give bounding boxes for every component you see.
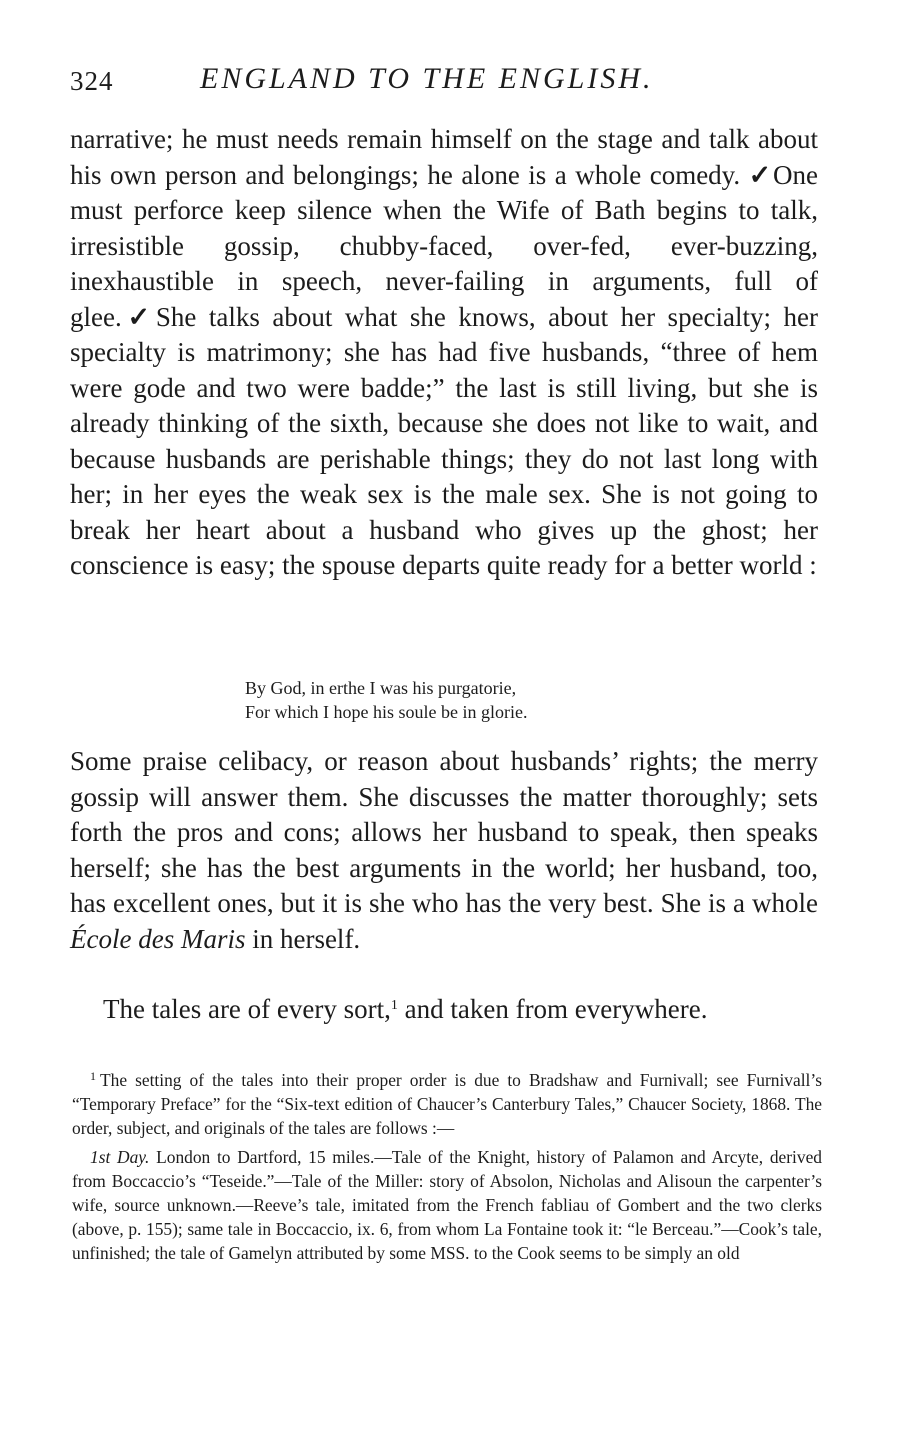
paragraph-1-text-a: narrative; he must needs remain himself on the stage and talk about his own person and belongings; he alone is a whole comedy. (70, 124, 818, 190)
paragraph-3-text-a: The tales are of every sort, (103, 994, 391, 1024)
footnote-paragraph-1 (72, 1068, 822, 1141)
footnote-reference[interactable]: 1 (390, 998, 398, 1013)
paragraph-3-text-b: and taken from everywhere. (397, 994, 708, 1024)
checkmark-icon: ✓ (748, 159, 774, 190)
footnote-text-2: London to Dartford, 15 miles.—Tale of the Knight, history of Palamon and Arcyte, derived from Boccaccio’s “Teseide.”—Tale of the Miller: story of Absolon, Nicholas and Alisoun the carpenter’s wife, source unknown.—Reeve’s tale, imitated from the French fabliau of Gombert and the two clerks (above, p. 155); same tale in Boccaccio, ix. 6, from whom La Fontaine took it: “le Berceau.”—Cook’s tale, unfinished; the tale of Gamelyn attributed by some MSS. to the Cook seems to be simply an old (72, 1146, 822, 1264)
paragraph-1-text-b: One must perforce keep silence when the Wife of Bath begins to talk, irresistible gossip, chubby-faced, over-fed, ever-buzzing, inexhaustible in speech, never-failing in arguments, full of glee. (70, 159, 818, 332)
paragraph-1-text-c: She talks about what she knows, about her specialty; her specialty is matrimony; she has had five husbands, “three of hem were gode and two were badde;” the last is still living, but she is already thinking of the sixth, because she does not like to wait, and because husbands are perishable things; they do not last long with her; in her eyes the weak sex is the male sex. She is not going to break her heart about a husband who gives up the ghost; her conscience is easy; the spouse departs quite ready for a better world : (70, 301, 818, 580)
verse-line-2: For which I hope his soule be in glorie. (245, 702, 528, 722)
footnote-marker: 1 (90, 1069, 96, 1083)
page-header (70, 62, 830, 102)
footnotes (72, 1068, 822, 1266)
footnote-day-label: 1st Day. (90, 1146, 150, 1167)
running-head: ENGLAND TO THE ENGLISH. (200, 62, 654, 95)
body-paragraph-1 (70, 122, 818, 584)
footnote-text-1: The setting of the tales into their proper order is due to Bradshaw and Furnivall; see Furnivall’s “Temporary Preface” for the “Six-text edition of Chaucer’s Canterbury Tales,” Chaucer Society, 1868. The order, subject, and originals of the tales are follows :— (72, 1070, 822, 1139)
verse-quotation (245, 676, 527, 724)
verse-line-1: By God, in erthe I was his purgatorie, (245, 678, 517, 698)
paragraph-2-text-b: in herself. (245, 923, 361, 954)
book-title-italic: École des Maris (70, 923, 246, 954)
body-paragraph-2 (70, 744, 818, 957)
page-number: 324 (70, 66, 114, 96)
checkmark-icon: ✓ (121, 301, 156, 332)
body-paragraph-3 (103, 992, 818, 1028)
paragraph-2-text-a: Some praise celibacy, or reason about husbands’ rights; the merry gossip will answer them. She discusses the matter thoroughly; sets forth the pros and cons; allows her husband to speak, then speaks herself; she has the best arguments in the world; her husband, too, has excellent ones, but it is she who has the very best. She is a whole (70, 746, 818, 918)
footnote-paragraph-2 (72, 1145, 822, 1266)
